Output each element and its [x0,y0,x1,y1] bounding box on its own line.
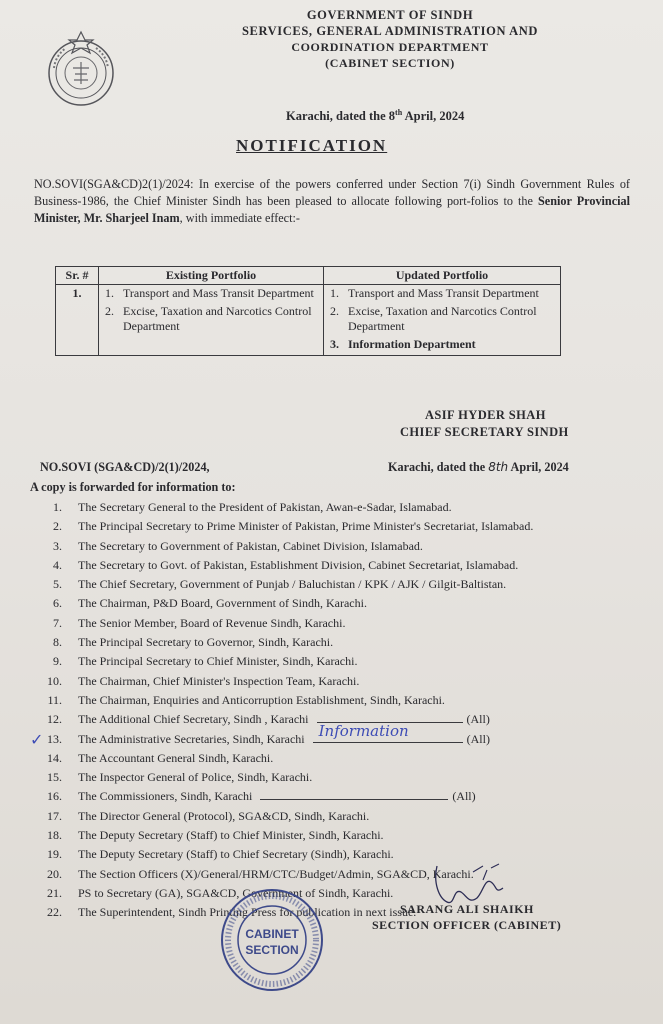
stamp-line1: CABINET [245,927,299,941]
item-text [78,594,367,613]
item-text [78,498,452,517]
list-item [36,672,646,691]
list-item [36,517,646,536]
item-text-main: The Chairman, P&D Board, Government of Sindh, Karachi. [78,596,367,611]
header-government: GOVERNMENT OF SINDH [306,8,474,22]
item-text-main: The Inspector General of Police, Sindh, Karachi. [78,770,313,785]
item-number: 7. [53,615,62,630]
item-number: 9. [53,654,62,669]
item-text-main: The Chief Secretary, Government of Punjab / Baluchistan / KPK / AJK / Gilgit-Baltistan. [78,577,507,592]
list-item [36,884,646,903]
item-number: 16. [47,789,62,804]
item-number: 21. [47,885,62,900]
distribution-list [30,498,646,923]
item-text [78,845,394,864]
row-sr: 1. [56,285,99,356]
item-text [78,721,490,749]
header-sr: Sr. # [56,267,99,285]
list-item [36,787,646,806]
item-num: 2. [330,303,339,318]
item-text-main: The Secretary to Govt. of Pakistan, Establishment Division, Cabinet Secretariat, Islamabad. [78,557,519,572]
list-item [36,807,646,826]
item-number: 20. [47,866,62,881]
body-text-1: NO.SOVI(SGA&CD)2(1)/2024: In exercise of the powers conferred under Section 7(i) Sindh Government Rules of Business-1986, the Chief Minister Sindh has been pleased to allocate following port-folios to the [34,177,630,208]
item-text [78,749,273,768]
item-text [78,826,384,845]
item-text [78,865,474,884]
list-item [36,826,646,845]
list-item [36,594,646,613]
list-item [103,286,319,302]
item-text-main: The Director General (Protocol), SGA&CD, Sindh, Karachi. [78,808,370,823]
ref-date-suffix: April, 2024 [510,460,569,474]
handwritten-annotation: Information [318,721,409,740]
item-text-main: The Administrative Secretaries, Sindh, Karachi [78,731,305,746]
item-suffix: (All) [466,712,490,727]
item-number: 3. [53,538,62,553]
item-text-main: The Accountant General Sindh, Karachi. [78,750,274,765]
item-num: 2. [105,303,114,318]
list-item [36,556,646,575]
header-department-line1: SERVICES, GENERAL ADMINISTRATION AND [242,24,538,38]
item-number: 22. [47,905,62,920]
item-text-main: The Section Officers (X)/General/HRM/CTC/Budget/Admin, SGA&CD, Karachi. [78,866,474,881]
item-text: Excise, Taxation and Narcotics Control Department [348,303,537,333]
item-number: 12. [47,712,62,727]
cabinet-section-stamp [218,886,326,994]
notification-title: NOTIFICATION [236,136,388,155]
item-text-main: The Chairman, Chief Minister's Inspection Team, Karachi. [78,673,360,688]
updated-cell [324,285,561,356]
item-text-main: PS to Secretary (GA), SGA&CD, Government of Sindh, Karachi. [78,885,394,900]
body-text-2: , with immediate effect:- [179,211,300,225]
forward-heading: A copy is forwarded for information to: [30,480,236,494]
list-item [36,652,646,671]
stamp-line2: SECTION [245,943,299,957]
item-text [78,710,490,729]
item-text [78,652,357,671]
item-text-main: The Secretary to Government of Pakistan, Cabinet Division, Islamabad. [78,538,423,553]
issue-date-prefix: Karachi, dated the 8 [286,109,396,124]
check-mark-icon: ✓ [30,729,44,749]
item-num: 3. [330,336,339,351]
item-text [78,556,518,575]
item-text [78,614,345,633]
item-text: Information Department [348,336,476,351]
item-text [78,633,333,652]
item-text-main: The Principal Secretary to Chief Minister, Sindh, Karachi. [78,654,358,669]
item-text-main: The Secretary General to the President of Pakistan, Awan-e-Sadar, Islamabad. [78,500,452,514]
list-item [36,768,646,787]
item-number: 2. [53,519,62,534]
list-item [36,614,646,633]
item-number: 14. [47,750,62,765]
table-row [56,285,561,356]
item-text-main: The Deputy Secretary (Staff) to Chief Secretary (Sindh), Karachi. [78,847,394,862]
signatory-name: ASIF HYDER SHAH [425,408,546,422]
item-text-main: The Additional Chief Secretary, Sindh , Karachi [78,712,309,727]
item-number: 8. [53,635,62,650]
item-number: 4. [53,557,62,572]
list-item [36,749,646,768]
existing-cell [99,285,324,356]
ref-date-handwritten: 8th [488,460,509,474]
item-number: 10. [47,673,62,688]
signatory-title: CHIEF SECRETARY SINDH [400,425,569,439]
list-item [36,691,646,710]
header-updated: Updated Portfolio [324,267,561,285]
issue-date-sup: th [395,108,403,117]
item-number: 11. [47,692,62,707]
item-number: 5. [53,577,62,592]
item-number: 15. [47,770,62,785]
list-item [103,304,319,335]
item-text-main: The Chairman, Enquiries and Anticorruption Establishment, Sindh, Karachi. [78,692,445,707]
item-number: 1. [53,500,62,514]
item-text [78,575,506,594]
item-text-main: The Superintendent, Sindh Printing Press for publication in next issue. [78,905,417,920]
list-item [36,633,646,652]
item-number: 17. [47,808,62,823]
item-text [78,807,369,826]
reference-number: NO.SOVI (SGA&CD)/2(1)/2024, [40,460,210,474]
list-item [36,865,646,884]
section-officer-name: SARANG ALI SHAIKH [400,902,534,916]
item-suffix: (All) [466,731,490,746]
item-number: 6. [53,596,62,611]
list-item [36,498,646,517]
header-department-line2: COORDINATION DEPARTMENT [291,40,489,54]
list-item [30,721,646,749]
list-item [328,286,556,302]
item-num: 1. [330,286,339,300]
item-text-main: The Principal Secretary to Governor, Sindh, Karachi. [78,635,334,650]
item-text-main: The Principal Secretary to Prime Minister of Pakistan, Prime Minister's Secretariat, Islamabad. [78,519,534,534]
body-minister-name: Senior Provincial Minister, Mr. Sharjeel Inam [34,194,630,225]
item-text [78,672,359,691]
list-item [328,337,556,353]
item-text: Excise, Taxation and Narcotics Control Department [123,303,312,333]
list-item [36,845,646,864]
issue-date [286,108,464,124]
table-header-row [56,267,561,285]
list-item [328,304,556,335]
item-text [78,537,423,556]
government-seal-icon [40,28,122,110]
item-num: 1. [105,286,114,300]
fill-in-blank [313,721,463,743]
reference-date [388,460,569,475]
list-item [36,575,646,594]
item-text-main: The Deputy Secretary (Staff) to Chief Minister, Sindh, Karachi. [78,828,384,843]
item-text-main: The Senior Member, Board of Revenue Sindh, Karachi. [78,615,346,630]
header-existing: Existing Portfolio [99,267,324,285]
header-section: (CABINET SECTION) [325,56,455,70]
item-number: 13. [47,731,62,746]
notification-body [34,176,630,227]
item-text [78,691,445,710]
item-text: Transport and Mass Transit Department [123,286,314,300]
item-text: Transport and Mass Transit Department [348,286,539,300]
ref-date-prefix: Karachi, dated the [388,460,489,474]
portfolio-table [55,266,561,356]
item-text-main: The Commissioners, Sindh, Karachi [78,789,253,804]
fill-in-blank [260,788,448,800]
issue-date-suffix: April, 2024 [402,109,465,124]
item-text [78,787,476,806]
section-officer-title: SECTION OFFICER (CABINET) [372,918,562,932]
item-number: 18. [47,828,62,843]
item-text [78,768,312,787]
item-suffix: (All) [452,789,476,804]
item-text [78,517,533,536]
list-item [36,537,646,556]
item-number: 19. [47,847,62,862]
